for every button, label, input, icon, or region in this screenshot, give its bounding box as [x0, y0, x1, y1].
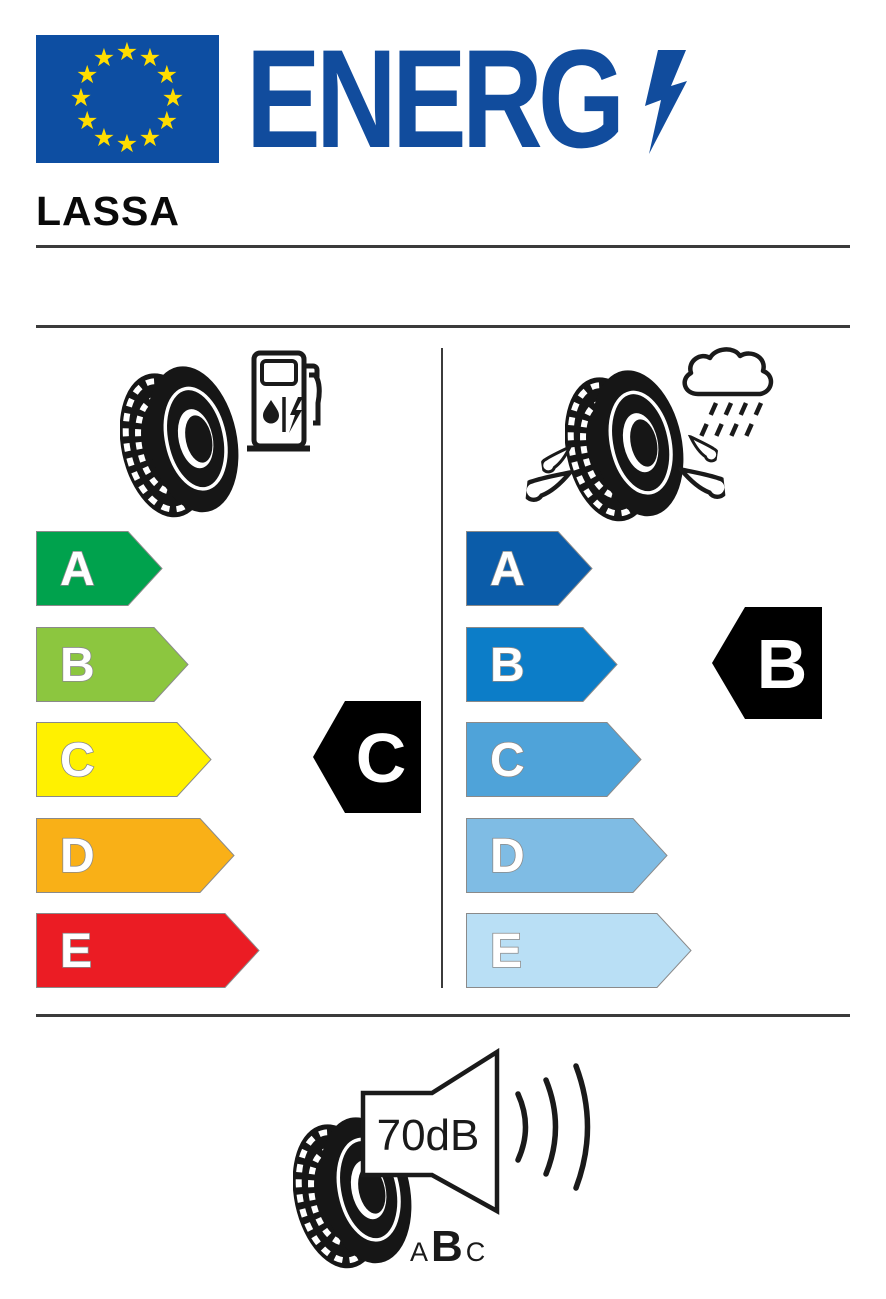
- class-letter: B: [490, 639, 525, 692]
- fuel-pump-icon: [246, 350, 324, 452]
- noise-scale-a: A: [410, 1237, 429, 1267]
- fuel-rating-arrow: [312, 700, 422, 814]
- class-letter: E: [60, 925, 93, 978]
- tire-icon: [565, 370, 685, 522]
- wet-class-arrow-d: [466, 818, 669, 893]
- tire-icon: [120, 366, 240, 518]
- noise-scale: [410, 1222, 485, 1272]
- wet-class-arrow-e: [466, 913, 693, 988]
- wet-class-arrow-a: [466, 531, 594, 606]
- class-letter: A: [60, 543, 95, 596]
- water-splash-icon: [678, 463, 726, 504]
- eu-star-icon: [91, 45, 117, 71]
- energy-logo-text: ENERG: [246, 20, 621, 177]
- divider-line: [36, 1014, 850, 1017]
- wet-rating-letter: B: [756, 625, 808, 703]
- water-splash-icon: [525, 466, 573, 507]
- class-letter: C: [490, 734, 525, 787]
- wet-rating-arrow: [711, 606, 823, 720]
- lightning-bolt-icon: [642, 50, 696, 154]
- eu-flag: [36, 35, 219, 163]
- class-letter: D: [60, 830, 95, 883]
- fuel-class-arrow-c: [36, 722, 213, 797]
- noise-value: 70dB: [376, 1111, 480, 1160]
- fuel-class-arrow-a: [36, 531, 164, 606]
- fuel-class-arrow-e: [36, 913, 261, 988]
- eu-star-icon: [137, 125, 163, 151]
- noise-scale-c: C: [465, 1237, 486, 1267]
- brand-name: LASSA: [36, 188, 180, 234]
- class-letter: B: [60, 639, 95, 692]
- class-letter: C: [60, 734, 95, 787]
- noise-scale-b: B: [431, 1222, 463, 1271]
- class-letter: A: [490, 543, 525, 596]
- fuel-class-arrow-b: [36, 627, 190, 702]
- rain-cloud-icon: [676, 346, 786, 448]
- fuel-rating-letter: C: [355, 719, 407, 797]
- sound-waves-icon: [512, 1058, 604, 1196]
- class-letter: E: [490, 925, 523, 978]
- fuel-class-arrow-d: [36, 818, 236, 893]
- divider-line: [36, 245, 850, 248]
- class-letter: D: [490, 830, 525, 883]
- column-divider: [441, 348, 443, 988]
- wet-class-arrow-c: [466, 722, 643, 797]
- speaker-icon: [358, 1048, 500, 1216]
- divider-line: [36, 325, 850, 328]
- wet-class-arrow-b: [466, 627, 620, 702]
- eu-star-icon: [114, 131, 140, 157]
